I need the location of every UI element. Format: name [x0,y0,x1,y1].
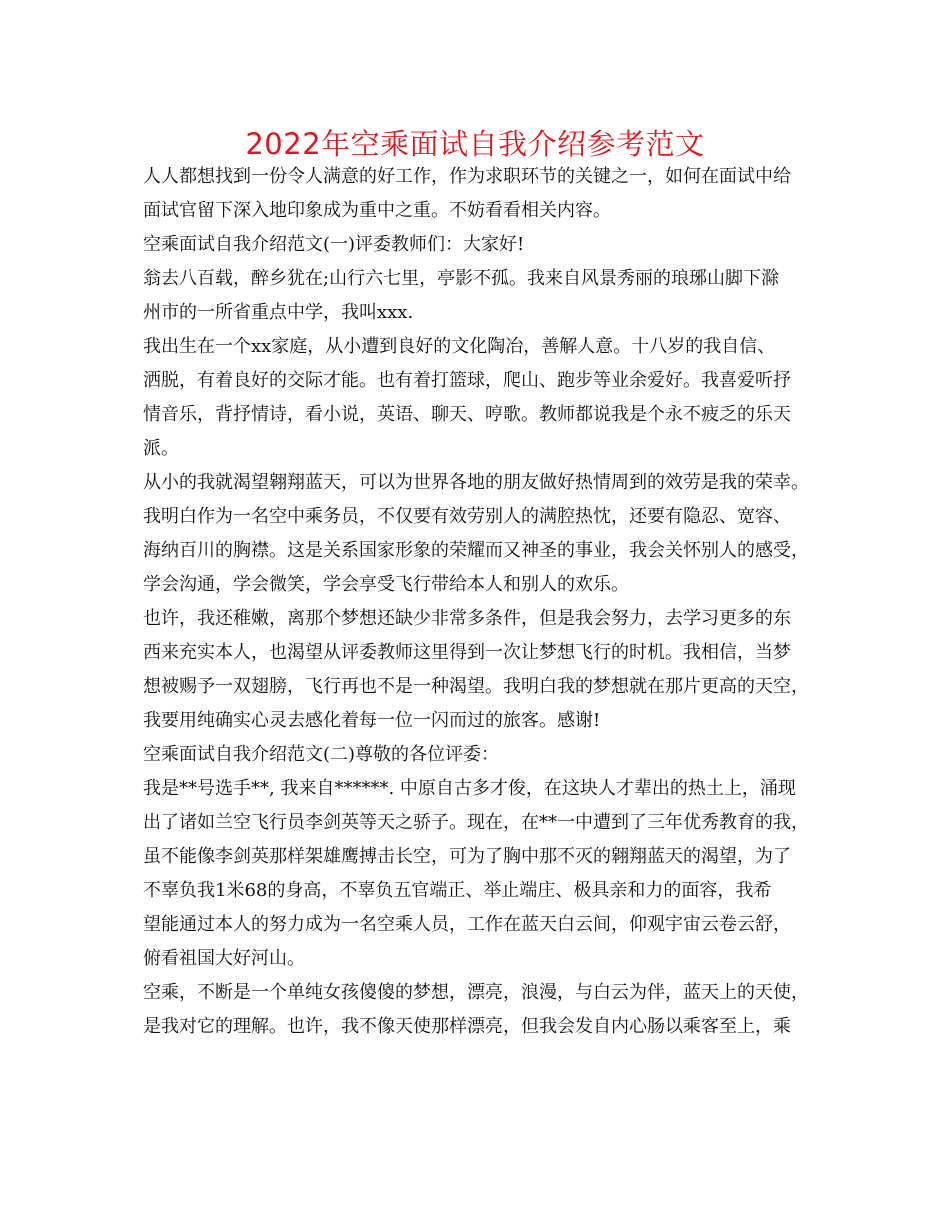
text-line: 学会沟通，学会微笑，学会享受飞行带给本人和别人的欢乐。 [143,574,629,595]
text-line: 人人都想找到一份令人满意的好工作，作为求职环节的关键之一，如何在面试中给 [143,166,791,187]
text-line: 出了诸如兰空飞行员李剑英等天之骄子。现在，在**一中遭到了三年优秀教育的我， [143,812,809,833]
text-line: 空乘，不断是一个单纯女孩傻傻的梦想，漂亮，浪漫，与白云为伴，蓝天上的天使， [143,982,809,1003]
text-line: 我要用纯确实心灵去感化着每一位一闪而过的旅客。感谢! [143,710,601,731]
text-line: 俯看祖国大好河山。 [143,948,305,969]
text-line: 不辜负我1米68的身高，不辜负五官端正、举止端庄、极具亲和力的面容，我希 [143,880,772,901]
text-line: 从小的我就渴望翱翔蓝天，可以为世界各地的朋友做好热情周到的效劳是我的荣幸。 [143,472,809,493]
text-line: 虽不能像李剑英那样架雄鹰搏击长空，可为了胸中那不灭的翱翔蓝天的渴望，为了 [143,846,791,867]
text-line: 情音乐，背抒情诗，看小说，英语、聊天、哼歌。教师都说我是个永不疲乏的乐天 [143,404,791,425]
text-line: 空乘面试自我介绍范文(一)评委教师们：大家好! [143,234,525,255]
text-line: 西来充实本人，也渴望从评委教师这里得到一次让梦想飞行的时机。我相信，当梦 [143,642,791,663]
document-title: 2022年空乘面试自我介绍参考范文 [245,127,705,161]
text-line: 州市的一所省重点中学，我叫xxx. [143,302,414,323]
text-line: 我出生在一个xx家庭，从小遭到良好的文化陶冶，善解人意。十八岁的我自信、 [143,336,776,357]
text-line: 望能通过本人的努力成为一名空乘人员，工作在蓝天白云间，仰观宇宙云卷云舒， [143,914,791,935]
text-line: 派。 [143,438,179,459]
text-line: 我是**号选手**, 我来自******. 中原自古多才俊，在这块人才辈出的热土上，涌现 [143,778,796,799]
text-line: 翁去八百载，醉乡犹在;山行六七里，亭影不孤。我来自风景秀丽的琅琊山脚下滁 [143,268,780,289]
document-body [143,160,823,1044]
text-line: 也许，我还稚嫩，离那个梦想还缺少非常多条件，但是我会努力，去学习更多的东 [143,608,791,629]
text-line: 想被赐予一双翅膀，飞行再也不是一种渴望。我明白我的梦想就在那片更高的天空， [143,676,809,697]
text-line: 海纳百川的胸襟。这是关系国家形象的荣耀而又神圣的事业，我会关怀别人的感受， [143,540,809,561]
text-line: 我明白作为一名空中乘务员，不仅要有效劳别人的满腔热忱，还要有隐忍、宽容、 [143,506,791,527]
text-line: 空乘面试自我介绍范文(二)尊敬的各位评委： [143,744,500,765]
text-line: 是我对它的理解。也许，我不像天使那样漂亮，但我会发自内心肠以乘客至上，乘 [143,1016,791,1037]
text-line: 洒脱，有着良好的交际才能。也有着打篮球，爬山、跑步等业余爱好。我喜爱听抒 [143,370,791,391]
text-line: 面试官留下深入地印象成为重中之重。不妨看看相关内容。 [143,200,611,221]
